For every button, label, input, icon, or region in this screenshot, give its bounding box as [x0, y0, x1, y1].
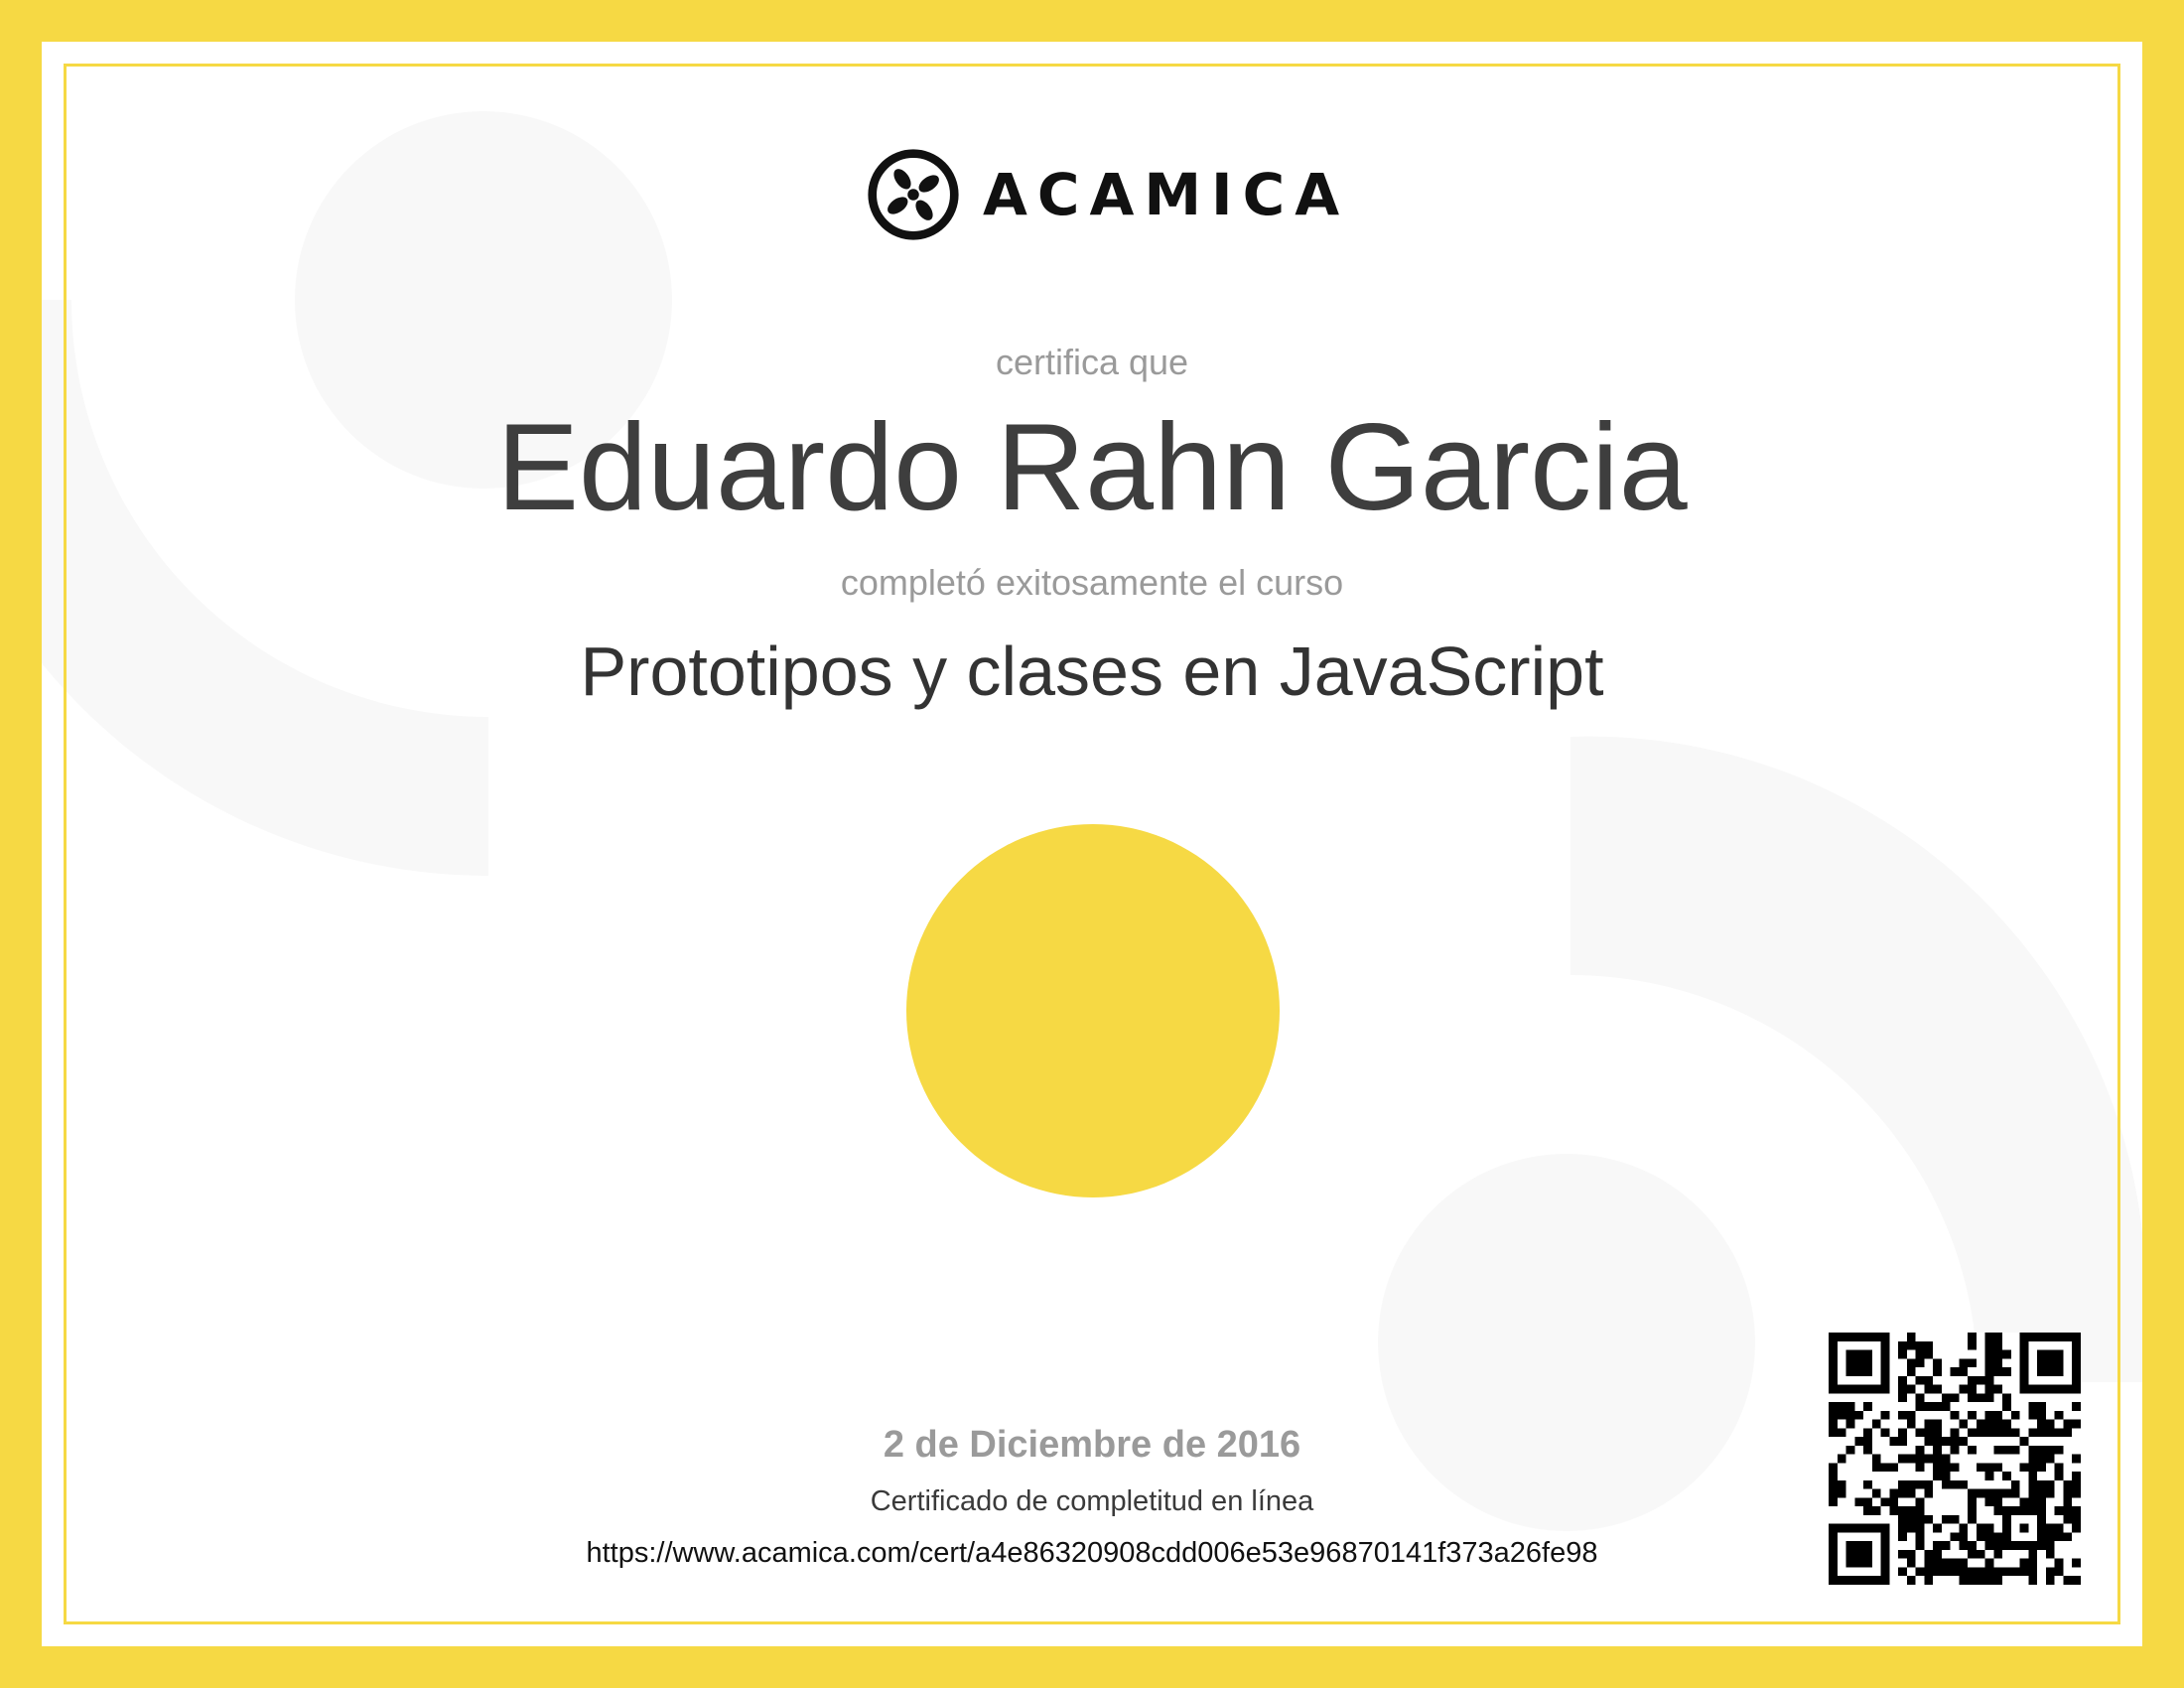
acamica-logo-icon [866, 147, 961, 242]
student-name: Eduardo Rahn Garcia [496, 399, 1688, 536]
completion-date: 2 de Diciembre de 2016 [883, 1424, 1301, 1466]
completed-label: completó exitosamente el curso [840, 562, 1344, 603]
acamica-wordmark: ACAMICA [983, 161, 1350, 228]
certificate-seal [906, 824, 1280, 1197]
certificate-type: Certificado de completitud en línea [870, 1485, 1314, 1517]
course-name: Prototipos y clases en JavaScript [580, 633, 1604, 710]
acamica-logo [866, 147, 1350, 242]
qr-code-icon [1829, 1333, 2081, 1585]
certificate-url[interactable]: https://www.acamica.com/cert/a4e86320908cdd006e53e96870141f373a26fe98 [586, 1537, 1598, 1569]
certifies-label: certifica que [995, 342, 1189, 382]
